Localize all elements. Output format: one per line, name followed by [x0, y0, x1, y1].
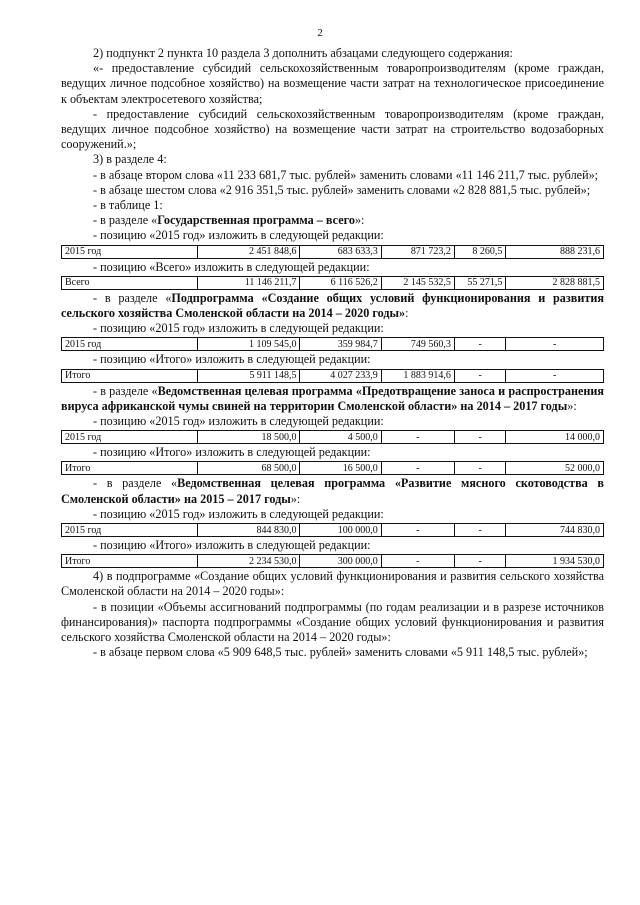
position-2015-label: - позицию «2015 год» изложить в следующей редакции: — [93, 228, 384, 243]
table-cell: 4 500,0 — [300, 431, 381, 444]
table-cell: 55 271,5 — [454, 276, 505, 289]
table-cell: 683 633,3 — [300, 245, 381, 258]
table-cell: 52 000,0 — [506, 462, 604, 475]
section-heading-cattle: - в разделе «Ведомственная целевая программа «Развитие мясного скотоводства в Смоленской области» на 2015 – 2017 годы»: — [61, 476, 604, 506]
table-row — [62, 555, 604, 568]
section-title: Подпрограмма «Создание общих условий функционирования и развития сельского хозяйства Смоленской области на 2014 – 2020 годы» — [61, 290, 605, 321]
table-cell: - — [454, 369, 505, 382]
table-cell: 844 830,0 — [197, 524, 300, 537]
position-2015-label: - позицию «2015 год» изложить в следующей редакции: — [93, 321, 384, 336]
table-cell: 2 145 532,5 — [381, 276, 454, 289]
table-cell: 100 000,0 — [300, 524, 381, 537]
section-title: Ведомственная целевая программа «Развитие мясного скотоводства в Смоленской области» на 2015 – 2017 годы — [61, 476, 604, 506]
table-cell: - — [506, 369, 604, 382]
table-cell: 2 451 848,6 — [197, 245, 300, 258]
paragraph-table-1: - в таблице 1: — [93, 198, 163, 213]
table-cell: 8 260,5 — [454, 245, 505, 258]
position-2015-label: - позицию «2015 год» изложить в следующей редакции: — [93, 414, 384, 429]
table-cell: - — [454, 338, 505, 351]
table-row-itogo-swine — [61, 461, 604, 475]
paragraph-item-3: 3) в разделе 4: — [93, 152, 167, 167]
table-cell: 300 000,0 — [300, 555, 381, 568]
section-heading-swine-fever: - в разделе «Ведомственная целевая программа «Предотвращение заноса и распространения вируса африканской чумы свиней на территории Смоленской области» на 2014 – 2017 годы»: — [61, 383, 605, 413]
table-row-2015-subprogram — [61, 337, 604, 351]
table-cell: Всего — [62, 276, 198, 289]
table-cell: 2 828 881,5 — [506, 276, 604, 289]
position-2015-label: - позицию «2015 год» изложить в следующей редакции: — [93, 506, 384, 521]
table-row — [62, 369, 604, 382]
table-cell: 749 560,3 — [381, 338, 454, 351]
table-cell: - — [454, 524, 505, 537]
table-row-2015-cattle — [61, 523, 604, 537]
section-heading-total: - в разделе «Государственная программа – всего»: — [93, 213, 365, 228]
table-cell: - — [381, 524, 454, 537]
position-itogo-label: - позицию «Итого» изложить в следующей редакции: — [93, 445, 371, 460]
table-cell: - — [454, 462, 505, 475]
table-cell: - — [454, 555, 505, 568]
table-cell: - — [506, 338, 604, 351]
table-cell: 6 116 526,2 — [300, 276, 381, 289]
table-cell: - — [381, 462, 454, 475]
table-cell: 68 500,0 — [197, 462, 300, 475]
table-cell: 888 231,6 — [506, 245, 604, 258]
position-vsego-label: - позицию «Всего» изложить в следующей редакции: — [93, 259, 370, 274]
table-row — [62, 276, 604, 289]
table-cell: 5 911 148,5 — [197, 369, 300, 382]
position-itogo-label: - позицию «Итого» изложить в следующей редакции: — [93, 352, 371, 367]
paragraph-second-abzats: - в абзаце втором слова «11 233 681,7 тыс. рублей» заменить словами «11 146 211,7 тыс. рублей»; — [93, 167, 599, 182]
table-row-itogo-subprogram — [61, 369, 604, 383]
table-cell: 2015 год — [62, 245, 198, 258]
paragraph-passport-position: - в позиции «Объемы ассигнований подпрограммы (по годам реализации и в разрезе источников финансирования)» паспорта подпрограммы «Создание общих условий функционирования и развития сельского хозяйства Смоленской области на 2014 – 2020 годы»: — [61, 599, 604, 645]
paragraph-sixth-abzats: - в абзаце шестом слова «2 916 351,5 тыс. рублей» заменить словами «2 828 881,5 тыс. рублей»; — [93, 182, 591, 197]
table-cell: - — [454, 431, 505, 444]
position-itogo-label: - позицию «Итого» изложить в следующей редакции: — [93, 538, 371, 553]
paragraph-item-2: 2) подпункт 2 пункта 10 раздела 3 дополнить абзацами следующего содержания: — [93, 46, 513, 60]
table-row — [62, 338, 604, 351]
table-row — [62, 462, 604, 475]
paragraph-subsidy-electric: «- предоставление субсидий сельскохозяйственным товаропроизводителям (кроме граждан, ведущих личное подсобное хозяйство) на возмещение части затрат на технологическое присоединение к объектам электросетевого хозяйства; — [61, 61, 604, 106]
table-cell: - — [381, 555, 454, 568]
section-title: Государственная программа – всего — [157, 213, 355, 228]
table-row-vsego-total — [61, 276, 604, 290]
table-cell: 11 146 211,7 — [197, 276, 300, 289]
table-cell: 1 109 545,0 — [197, 338, 300, 351]
paragraph-subsidy-water: - предоставление субсидий сельскохозяйственным товаропроизводителям (кроме граждан, ведущих личное подсобное хозяйство) на возмещение части затрат на строительство водозаборных сооружений.»; — [61, 106, 604, 152]
table-cell: 14 000,0 — [506, 431, 604, 444]
table-cell: 2015 год — [62, 338, 198, 351]
table-row-itogo-cattle — [61, 554, 604, 568]
section-title: Ведомственная целевая программа «Предотвращение заноса и распространения вируса африканской чумы свиней на территории Смоленской области» на 2014 – 2017 годы — [61, 383, 605, 413]
table-cell: 744 830,0 — [506, 524, 604, 537]
document-body — [61, 46, 604, 661]
table-row-2015-swine — [61, 430, 604, 444]
table-row — [62, 245, 604, 258]
table-cell: 4 027 233,9 — [300, 369, 381, 382]
table-cell: 1 883 914,6 — [381, 369, 454, 382]
section-heading-subprogram: - в разделе «Подпрограмма «Создание общих условий функционирования и развития сельского хозяйства Смоленской области на 2014 – 2020 годы»: — [61, 290, 605, 321]
table-row — [62, 524, 604, 537]
table-row — [62, 431, 604, 444]
table-cell: 871 723,2 — [381, 245, 454, 258]
table-cell: Итого — [62, 462, 198, 475]
table-cell: 2015 год — [62, 524, 198, 537]
table-cell: 16 500,0 — [300, 462, 381, 475]
table-cell: 1 934 530,0 — [506, 555, 604, 568]
paragraph-item-4: 4) в подпрограмме «Создание общих условий функционирования и развития сельского хозяйства Смоленской области на 2014 – 2020 годы»: — [61, 569, 604, 599]
table-cell: 2 234 530,0 — [197, 555, 300, 568]
table-cell: 18 500,0 — [197, 431, 300, 444]
table-cell: - — [381, 431, 454, 444]
paragraph-first-abzats: - в абзаце первом слова «5 909 648,5 тыс. рублей» заменить словами «5 911 148,5 тыс. рублей»; — [93, 645, 588, 660]
page-number: 2 — [317, 27, 323, 39]
table-cell: 2015 год — [62, 431, 198, 444]
table-row-2015-total — [61, 245, 604, 259]
table-cell: 359 984,7 — [300, 338, 381, 351]
table-cell: Итого — [62, 555, 198, 568]
table-cell: Итого — [62, 369, 198, 382]
